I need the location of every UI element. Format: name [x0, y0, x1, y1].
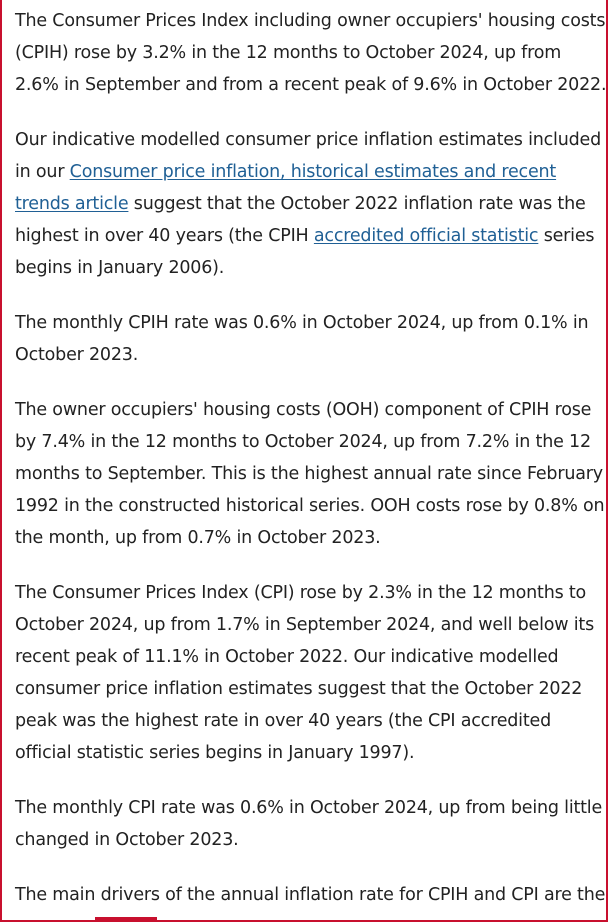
- paragraph-ooh: The owner occupiers' housing costs (OOH) component of CPIH rose by 7.4% in the 12 months to October 2024, up from 7.2% in the 12 months to September. This is the highest annual rate since February 1992 in the constructed historical series. OOH costs rose by 0.8% on the month, up from 0.7% in October 2023.: [15, 400, 605, 548]
- paragraph-text: suggest that the October 2022 inflation rate was the highest in over 40 years (the CPIH: [15, 194, 586, 246]
- paragraph-modelled-estimates: [15, 124, 607, 284]
- accredited-official-statistic-link[interactable]: accredited official statistic: [313, 226, 539, 246]
- paragraph-cpih-annual: The Consumer Prices Index including owner occupiers' housing costs (CPIH) rose by 3.2% in the 12 months to October 2024, up from 2.6% in September and from a recent peak of 9.6% in October 2022.: [15, 11, 607, 95]
- paragraph-text: series begins in January 2006).: [15, 226, 595, 278]
- paragraph-cpih-monthly: The monthly CPIH rate was 0.6% in October 2024, up from 0.1% in October 2023.: [15, 313, 589, 365]
- article-body: [15, 5, 607, 922]
- paragraph-cpi-monthly: The monthly CPI rate was 0.6% in October 2024, up from being little changed in October 2023.: [15, 798, 603, 850]
- paragraph-main-drivers: The main drivers of the annual inflation rate for CPIH and CPI are the: [15, 885, 606, 905]
- bottom-accent-bar: [95, 917, 157, 920]
- paragraph-cpi-annual: The Consumer Prices Index (CPI) rose by 2.3% in the 12 months to October 2024, up from 1.7% in September 2024, and well below its recent peak of 11.1% in October 2022. Our indicative modelled consumer price inflation estimates suggest that the October 2022 peak was the highest rate in over 40 years (the CPI accredited official statistic series begins in January 1997).: [15, 583, 595, 763]
- historical-estimates-article-link[interactable]: Consumer price inflation, historical estimates and recent trends article: [15, 162, 557, 214]
- paragraph-text: Our indicative modelled consumer price inflation estimates included in our: [15, 130, 601, 182]
